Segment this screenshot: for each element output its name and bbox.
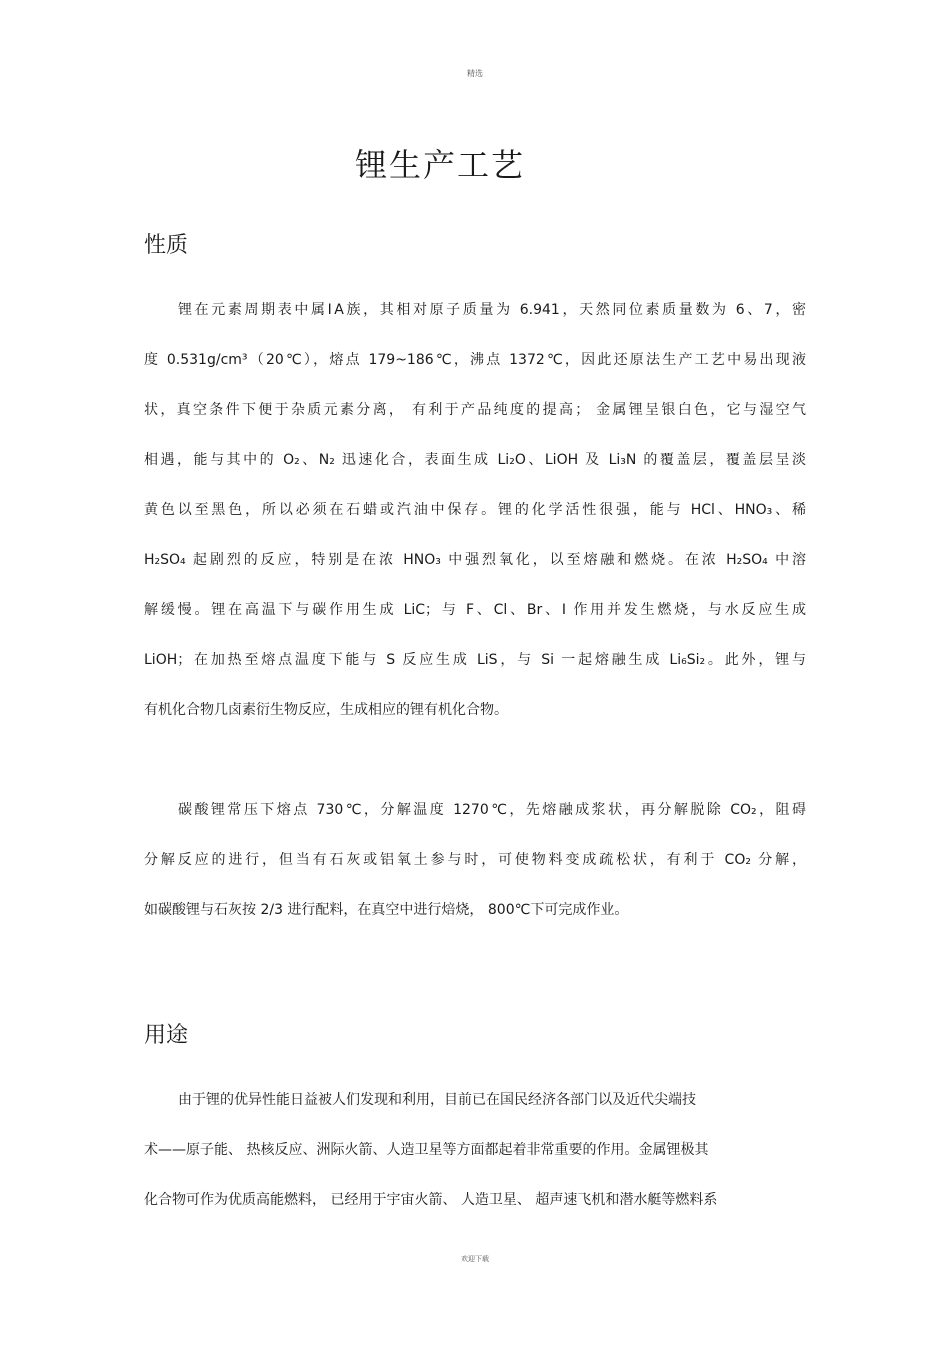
- page-header: 精选: [467, 69, 483, 78]
- paragraph-line: LiOH；在加热至熔点温度下能与 S 反应生成 LiS，与 Si 一起熔融生成 Li₆Si₂。此外，锂与: [144, 652, 806, 668]
- paragraph-line: 分解反应的进行，但当有石灰或铝氧土参与时，可使物料变成疏松状，有利于 CO₂ 分解，: [144, 852, 806, 868]
- paragraph-line: 化合物可作为优质高能燃料， 已经用于宇宙火箭、 人造卫星、 超声速飞机和潜水艇等燃料系: [144, 1192, 718, 1208]
- paragraph-line: 如碳酸锂与石灰按 2/3 进行配料，在真空中进行焙烧， 800℃下可完成作业。: [144, 902, 629, 918]
- paragraph-line: 度 0.531g/cm³（20℃），熔点 179~186℃，沸点 1372℃，因此还原法生产工艺中易出现液: [144, 352, 806, 368]
- paragraph-line: 碳酸锂常压下熔点 730℃，分解温度 1270℃，先熔融成浆状，再分解脱除 CO₂，阻碍: [178, 802, 806, 818]
- paragraph-line: 状，真空条件下便于杂质元素分离， 有利于产品纯度的提高； 金属锂呈银白色，它与湿空气: [144, 402, 806, 418]
- document-title: 锂生产工艺: [355, 146, 526, 184]
- page-footer: 欢迎下载: [461, 1255, 489, 1263]
- paragraph-line: 术——原子能、 热核反应、洲际火箭、人造卫星等方面都起着非常重要的作用。金属锂极其: [144, 1142, 709, 1158]
- section-heading-uses: 用途: [144, 1023, 189, 1048]
- paragraph-line: 锂在元素周期表中属ⅠA族，其相对原子质量为 6.941，天然同位素质量数为 6、7，密: [178, 302, 806, 318]
- paragraph-line: 相遇，能与其中的 O₂、N₂ 迅速化合，表面生成 Li₂O、LiOH 及 Li₃N 的覆盖层，覆盖层呈淡: [144, 452, 806, 468]
- paragraph-line: 黄色以至黑色，所以必须在石蜡或汽油中保存。锂的化学活性很强，能与 HCl、HNO₃、稀: [144, 502, 806, 518]
- paragraph-line: H₂SO₄ 起剧烈的反应，特别是在浓 HNO₃ 中强烈氧化，以至熔融和燃烧。在浓 H₂SO₄ 中溶: [144, 552, 806, 568]
- section-heading-properties: 性质: [144, 233, 189, 258]
- paragraph-line: 由于锂的优异性能日益被人们发现和利用，目前已在国民经济各部门以及近代尖端技: [178, 1092, 696, 1108]
- paragraph-line: 有机化合物几卤素衍生物反应，生成相应的锂有机化合物。: [144, 702, 508, 718]
- paragraph-line: 解缓慢。锂在高温下与碳作用生成 LiC；与 F、Cl、Br、I 作用并发生燃烧，与水反应生成: [144, 602, 806, 618]
